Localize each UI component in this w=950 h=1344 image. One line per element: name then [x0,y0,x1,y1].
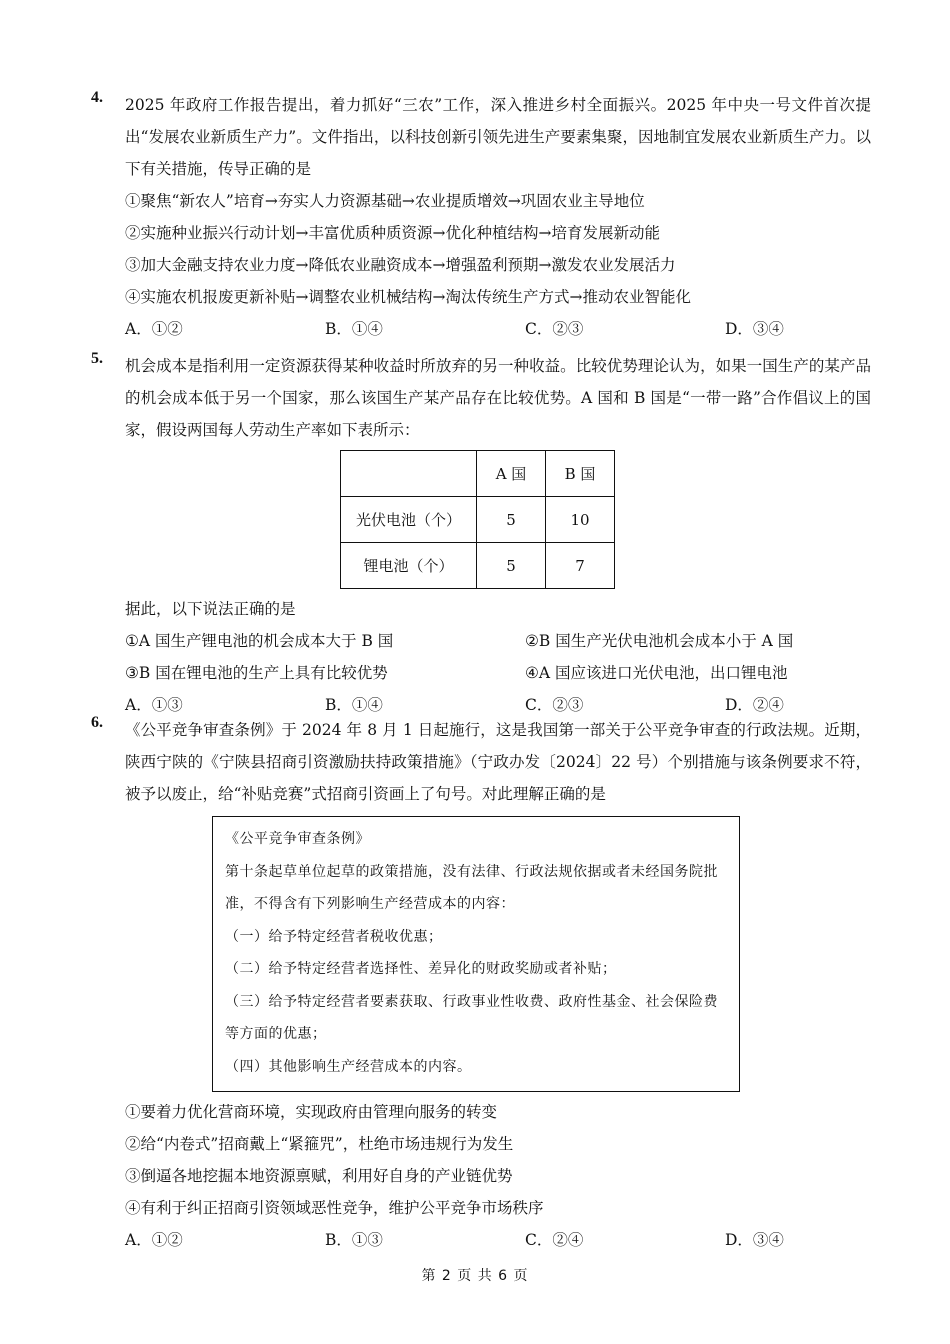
option-b[interactable]: B．①④ [325,696,383,714]
option-a[interactable]: A．①② [125,320,183,338]
table-cell: B 国 [546,451,615,497]
statement-1: ①聚焦“新农人”培育→夯实人力资源基础→农业提质增效→巩固农业主导地位 [125,192,645,210]
question-number: 6. [91,714,103,731]
option-b[interactable]: B．①③ [325,1231,383,1249]
option-a[interactable]: A．①② [125,1231,183,1249]
statement-4: ④A 国应该进口光伏电池，出口锂电池 [525,664,788,682]
question-stem: 2025 年政府工作报告提出，着力抓好“三农”工作，深入推进乡村全面振兴。2025 年中央一号文件首次提出“发展农业新质生产力”。文件指出，以科技创新引领先进生产要素集聚，因地制宜发展农业新质生产力。以下有关措施，传导正确的是 [125,96,871,178]
question-5 [91,350,871,721]
table-cell: 7 [546,543,615,589]
question-number: 4. [91,89,103,106]
table-cell [341,451,477,497]
statement-2: ②给“内卷式”招商戴上“紧箍咒”，杜绝市场违规行为发生 [125,1135,514,1153]
table-cell: 锂电池（个） [341,543,477,589]
question-lead: 据此，以下说法正确的是 [125,600,296,618]
statement-2: ②实施种业振兴行动计划→丰富优质种质资源→优化种植结构→培育发展新动能 [125,224,660,242]
statement-3: ③加大金融支持农业力度→降低农业融资成本→增强盈利预期→激发农业发展活力 [125,256,676,274]
answer-options [125,1224,871,1256]
question-stem: 机会成本是指利用一定资源获得某种收益时所放弃的另一种收益。比较优势理论认为，如果一国生产的某产品的机会成本低于另一个国家，那么该国生产某产品存在比较优势。A 国和 B 国是“一带一路”合作倡议上的国家，假设两国每人劳动生产率如下表所示： [125,357,871,439]
page-footer: 第 2 页 共 6 页 [421,1268,529,1284]
table-cell: 光伏电池（个） [341,497,477,543]
table-row [341,497,615,543]
table-row [341,543,615,589]
question-number: 5. [91,350,103,367]
table-header-row [341,451,615,497]
statement-1: ①要着力优化营商环境，实现政府由管理向服务的转变 [125,1103,498,1121]
regulation-clause-1: （一）给予特定经营者税收优惠； [225,928,443,945]
regulation-clause-4: （四）其他影响生产经营成本的内容。 [225,1058,472,1075]
option-d[interactable]: D．③④ [725,320,784,338]
regulation-clause-3: （三）给予特定经营者要素获取、行政事业性收费、政府性基金、社会保险费等方面的优惠； [225,993,718,1042]
productivity-table [340,450,615,589]
question-4 [91,89,871,345]
statement-4: ④有利于纠正招商引资领域恶性竞争，维护公平竞争市场秩序 [125,1199,544,1217]
question-6 [91,714,871,1256]
statement-1: ①A 国生产锂电池的机会成本大于 B 国 [125,632,394,650]
question-stem: 《公平竞争审查条例》于 2024 年 8 月 1 日起施行，这是我国第一部关于公平竞争审查的行政法规。近期，陕西宁陕的《宁陕县招商引资激励扶持政策措施》（宁政办发〔2024〕22 号）个别措施与该条例要求不符，被予以废止，给“补贴竞赛”式招商引资画上了句号。对此理解正确的是 [125,721,871,803]
statement-4: ④实施农机报废更新补贴→调整农业机械结构→淘汰传统生产方式→推动农业智能化 [125,288,691,306]
option-a[interactable]: A．①③ [125,696,183,714]
option-d[interactable]: D．③④ [725,1231,784,1249]
option-d[interactable]: D．②④ [725,696,784,714]
statement-3: ③倒逼各地挖掘本地资源禀赋，利用好自身的产业链优势 [125,1167,513,1185]
statements-row-2 [125,657,871,689]
option-c[interactable]: C．②③ [525,320,584,338]
option-c[interactable]: C．②③ [525,696,584,714]
option-c[interactable]: C．②④ [525,1231,584,1249]
answer-options [125,313,871,345]
regulation-excerpt-box [212,816,740,1092]
table-cell: A 国 [477,451,546,497]
option-b[interactable]: B．①④ [325,320,383,338]
statement-3: ③B 国在锂电池的生产上具有比较优势 [125,664,388,682]
statement-2: ②B 国生产光伏电池机会成本小于 A 国 [525,632,794,650]
table-cell: 10 [546,497,615,543]
regulation-article: 第十条起草单位起草的政策措施，没有法律、行政法规依据或者未经国务院批准，不得含有下列影响生产经营成本的内容： [225,863,718,912]
statements-row-1 [125,625,871,657]
table-cell: 5 [477,543,546,589]
regulation-clause-2: （二）给予特定经营者选择性、差异化的财政奖励或者补贴； [225,961,617,977]
table-cell: 5 [477,497,546,543]
regulation-title: 《公平竞争审查条例》 [225,831,370,847]
